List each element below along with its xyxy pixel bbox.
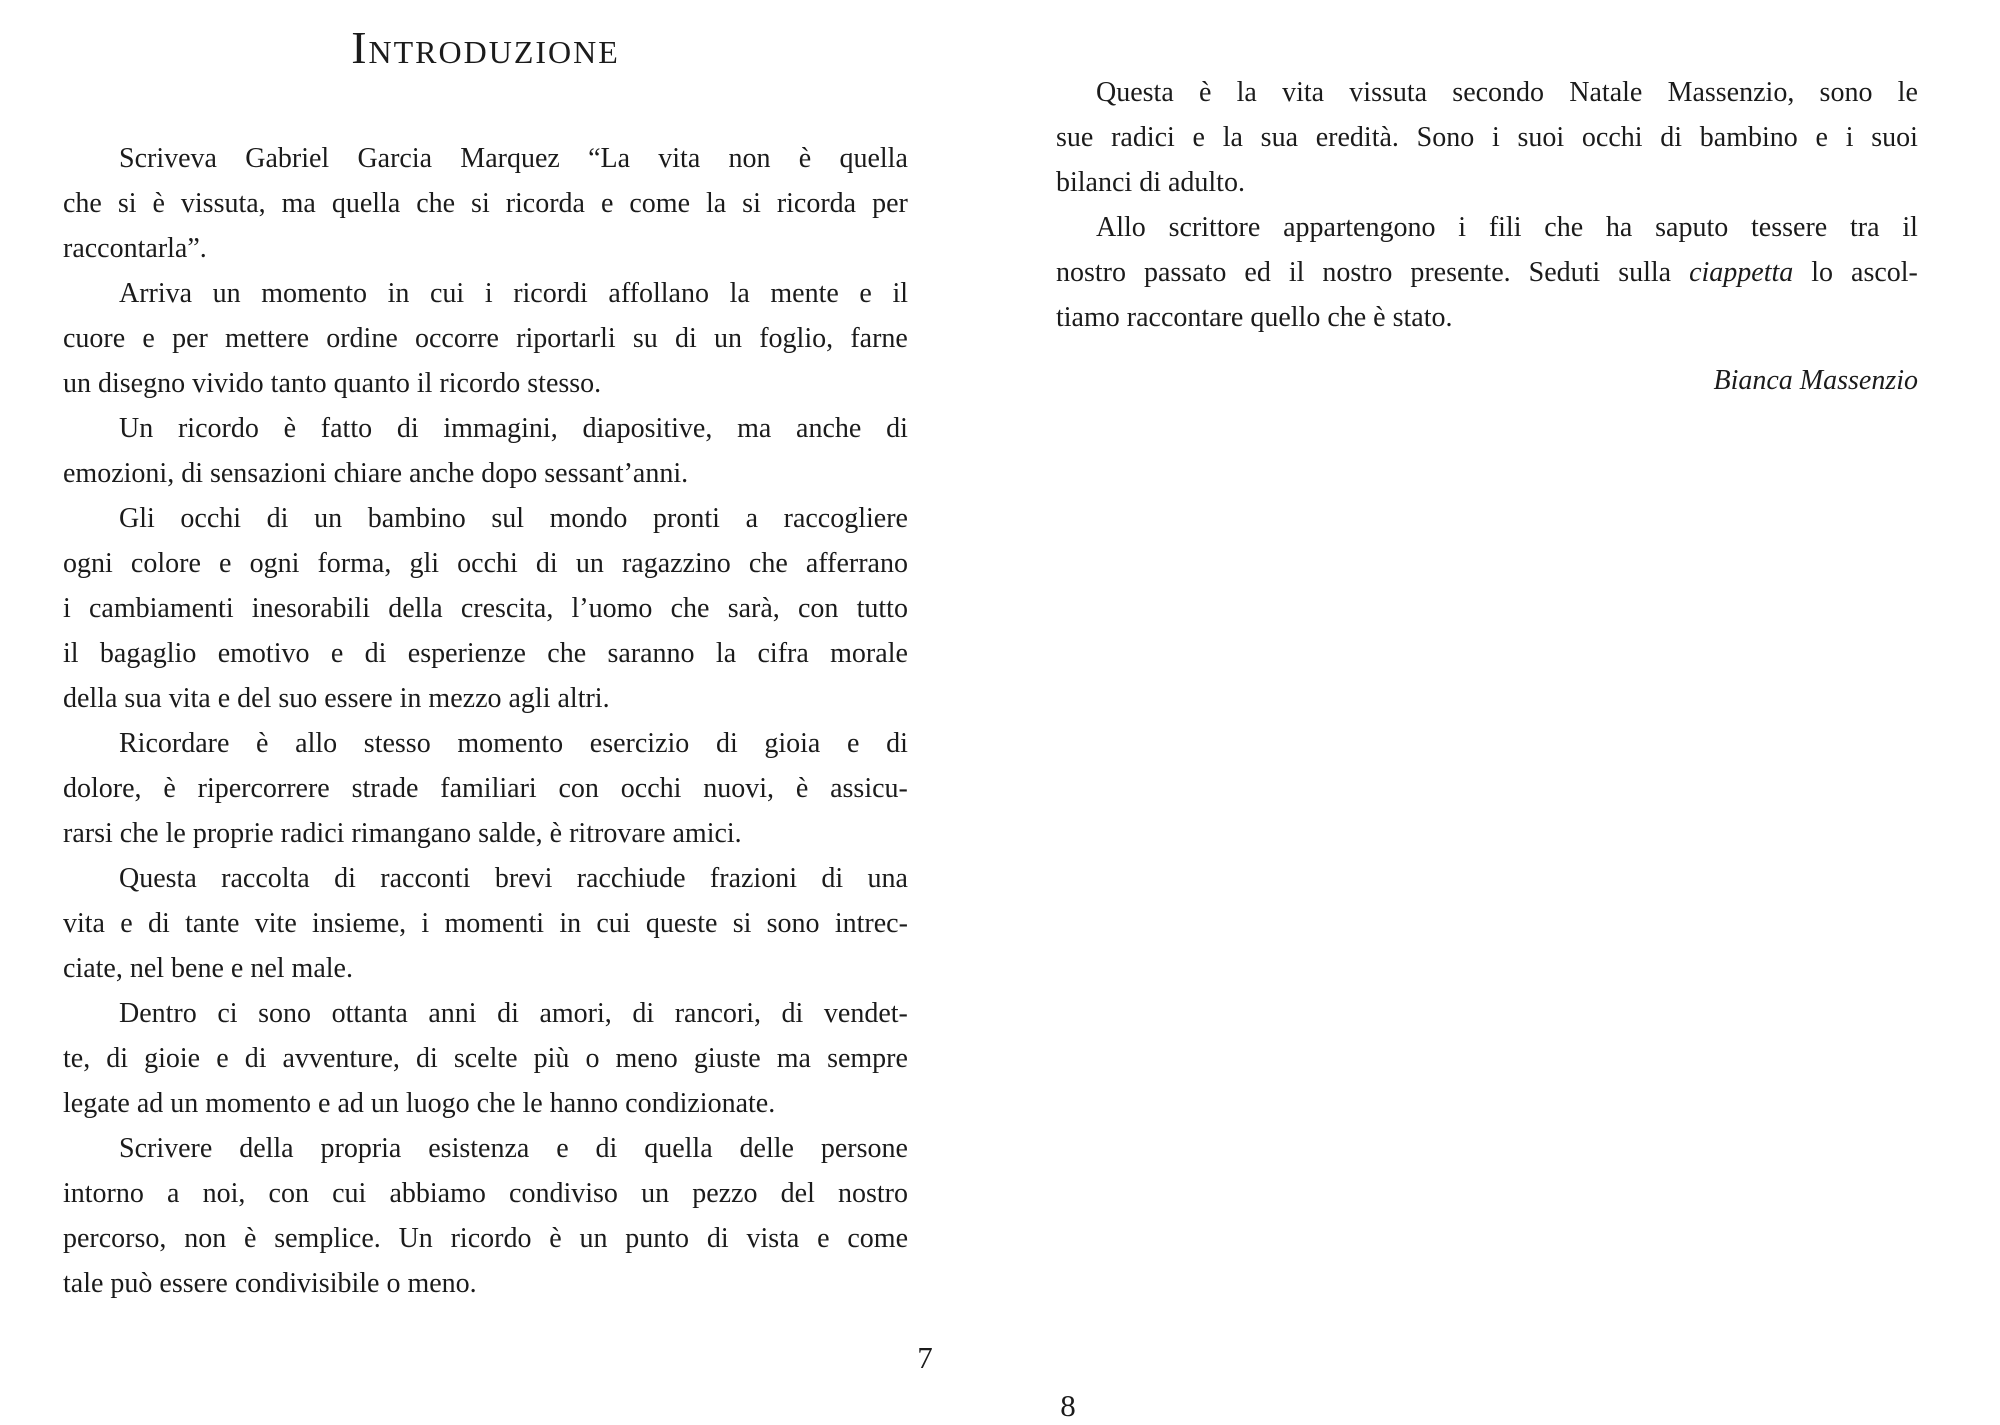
text-line: intorno a noi, con cui abbiamo condiviso un pezzo del nostro <box>63 1178 908 1209</box>
paragraph <box>1056 205 1918 340</box>
text-line: il bagaglio emotivo e di esperienze che saranno la cifra morale <box>63 638 908 669</box>
text-line: Un ricordo è fatto di immagini, diapositive, ma anche di <box>119 413 908 444</box>
paragraph <box>1056 70 1918 205</box>
paragraph <box>63 991 908 1126</box>
text-line: raccontarla”. <box>63 233 207 264</box>
text-line: percorso, non è semplice. Un ricordo è un punto di vista e come <box>63 1223 908 1254</box>
text-line: tiamo raccontare quello che è stato. <box>1056 302 1453 333</box>
text-line: bilanci di adulto. <box>1056 167 1245 198</box>
text-line: emozioni, di sensazioni chiare anche dopo sessant’anni. <box>63 458 689 489</box>
left-page-number: 7 <box>917 1340 933 1375</box>
text-line: te, di gioie e di avventure, di scelte più o meno giuste ma sempre <box>63 1043 908 1074</box>
paragraph <box>63 856 908 991</box>
paragraph <box>63 721 908 856</box>
text-line: che si è vissuta, ma quella che si ricorda e come la si ricorda per <box>63 188 908 219</box>
paragraph <box>63 136 908 271</box>
text-line: Allo scrittore appartengono i fili che ha saputo tessere tra il <box>1096 212 1918 243</box>
text-line: ogni colore e ogni forma, gli occhi di un ragazzino che afferrano <box>63 548 908 579</box>
text-line: cuore e per mettere ordine occorre riportarli su di un foglio, farne <box>63 323 908 354</box>
text-line: nostro passato ed il nostro presente. Seduti sulla ciappetta lo ascol- <box>1056 257 1918 288</box>
right-page-number: 8 <box>1060 1388 1076 1423</box>
paragraph <box>63 406 908 496</box>
text-line: Gli occhi di un bambino sul mondo pronti a raccogliere <box>119 503 908 534</box>
text-line: Arriva un momento in cui i ricordi affollano la mente e il <box>119 278 908 309</box>
text-line: Ricordare è allo stesso momento esercizio di gioia e di <box>119 728 908 759</box>
author-signature: Bianca Massenzio <box>1713 365 1918 396</box>
text-line: dolore, è ripercorrere strade familiari con occhi nuovi, è assicu- <box>63 773 908 804</box>
paragraph <box>63 496 908 721</box>
paragraph <box>63 271 908 406</box>
chapter-title: Introduzione <box>351 22 620 73</box>
text-line: della sua vita e del suo essere in mezzo agli altri. <box>63 683 610 714</box>
text-line: un disegno vivido tanto quanto il ricordo stesso. <box>63 368 602 399</box>
paragraph <box>63 1126 908 1306</box>
text-line: rarsi che le proprie radici rimangano salde, è ritrovare amici. <box>63 818 742 849</box>
text-line: Questa è la vita vissuta secondo Natale Massenzio, sono le <box>1096 77 1918 108</box>
left-page-text <box>63 136 908 1306</box>
right-page <box>1056 70 1918 403</box>
text-line: i cambiamenti inesorabili della crescita, l’uomo che sarà, con tutto <box>63 593 908 624</box>
text-line: Scriveva Gabriel Garcia Marquez “La vita non è quella <box>119 143 908 174</box>
text-line: Dentro ci sono ottanta anni di amori, di rancori, di vendet- <box>119 998 908 1029</box>
text-line: Scrivere della propria esistenza e di quella delle persone <box>119 1133 908 1164</box>
left-page <box>63 20 908 1306</box>
right-page-text <box>1056 70 1918 340</box>
text-line: vita e di tante vite insieme, i momenti in cui queste si sono intrec- <box>63 908 908 939</box>
text-line: sue radici e la sua eredità. Sono i suoi occhi di bambino e i suoi <box>1056 122 1918 153</box>
text-line: Questa raccolta di racconti brevi racchiude frazioni di una <box>119 863 908 894</box>
text-line: tale può essere condivisibile o meno. <box>63 1268 477 1299</box>
text-line: ciate, nel bene e nel male. <box>63 953 353 984</box>
text-line: legate ad un momento e ad un luogo che le hanno condizionate. <box>63 1088 776 1119</box>
